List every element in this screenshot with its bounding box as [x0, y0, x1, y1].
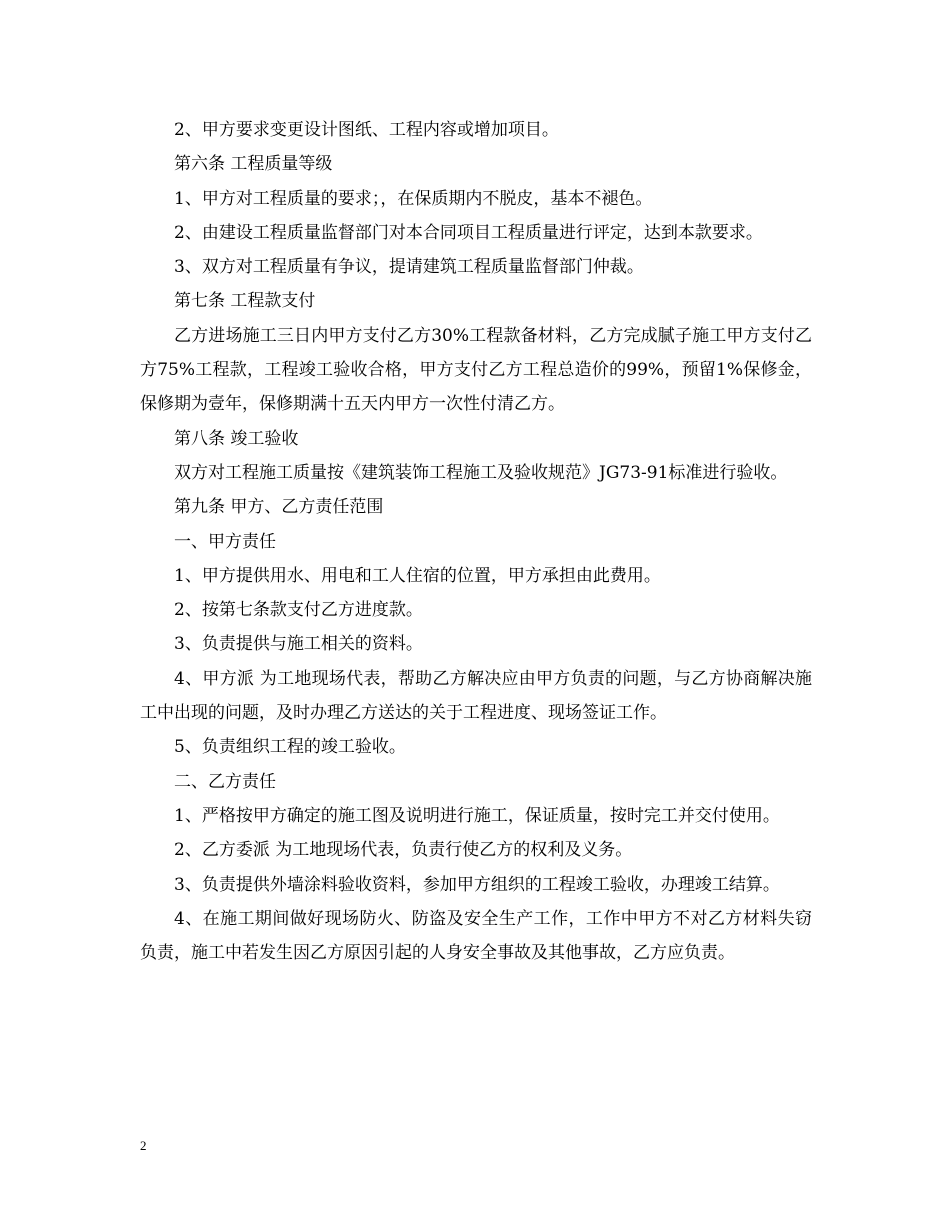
paragraph: 3、负责提供外墙涂料验收资料，参加甲方组织的工程竣工验收，办理竣工结算。: [174, 874, 780, 895]
paragraph: 3、负责提供与施工相关的资料。: [174, 634, 423, 655]
paragraph: 2、由建设工程质量监督部门对本合同项目工程质量进行评定，达到本款要求。: [174, 222, 763, 243]
paragraph: 4、甲方派 为工地现场代表，帮助乙方解决应由甲方负责的问题，与乙方协商解决施工中出现的问题，及时办理乙方送达的关于工程进度、现场签证工作。: [140, 668, 812, 724]
paragraph: 双方对工程施工质量按《建筑装饰工程施工及验收规范》JG73-91标准进行验收。: [174, 462, 788, 483]
paragraph: 1、严格按甲方确定的施工图及说明进行施工，保证质量，按时完工并交付使用。: [174, 805, 780, 826]
page-number: 2: [140, 1138, 147, 1153]
section-heading: 第六条 工程质量等级: [174, 154, 333, 175]
paragraph: 5、负责组织工程的竣工验收。: [174, 737, 406, 758]
paragraph: 2、甲方要求变更设计图纸、工程内容或增加项目。: [174, 120, 559, 140]
paragraph: 乙方进场施工三日内甲方支付乙方30%工程款备材料，乙方完成腻子施工甲方支付乙方75%工程款，工程竣工验收合格，甲方支付乙方工程总造价的99%，预留1%保修金，保修期为壹年，保修期满十五天内甲方一次性付清乙方。: [140, 325, 812, 415]
paragraph: 2、按第七条款支付乙方进度款。: [174, 600, 423, 621]
paragraph: 2、乙方委派 为工地现场代表，负责行使乙方的权利及义务。: [174, 840, 633, 861]
section-heading: 第九条 甲方、乙方责任范围: [174, 497, 384, 518]
document-body: [140, 113, 812, 970]
paragraph: 3、双方对工程质量有争议，提请建筑工程质量监督部门仲裁。: [174, 257, 644, 278]
section-heading: 第七条 工程款支付: [174, 291, 316, 312]
subsection-heading: 一、甲方责任: [174, 531, 276, 552]
section-heading: 第八条 竣工验收: [174, 428, 299, 449]
paragraph: 1、甲方对工程质量的要求；，在保质期内不脱皮，基本不褪色。: [174, 188, 653, 209]
subsection-heading: 二、乙方责任: [174, 771, 276, 792]
paragraph: 1、甲方提供用水、用电和工人住宿的位置，甲方承担由此费用。: [174, 565, 661, 586]
paragraph: 4、在施工期间做好现场防火、防盗及安全生产工作，工作中甲方不对乙方材料失窃负责，施工中若发生因乙方原因引起的人身安全事故及其他事故，乙方应负责。: [140, 908, 812, 964]
